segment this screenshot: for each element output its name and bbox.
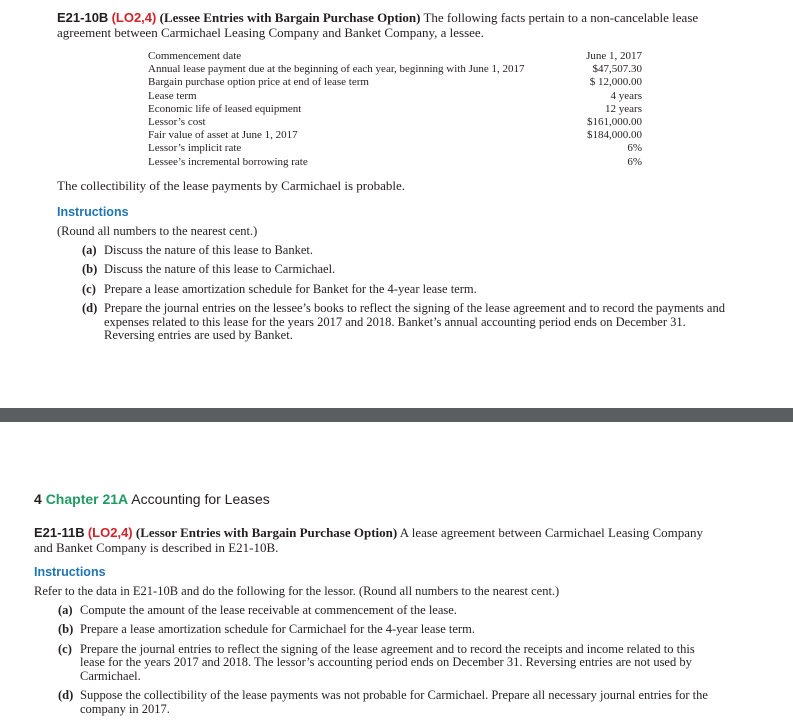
fact-value: $ 12,000.00 <box>589 76 642 89</box>
fact-row <box>148 116 642 129</box>
item-letter: (a) <box>58 603 73 617</box>
rounding-note: (Round all numbers to the nearest cent.) <box>57 224 258 238</box>
item-letter: (b) <box>58 622 74 637</box>
fact-value: 4 years <box>610 89 642 102</box>
page-number: 4 <box>34 491 42 507</box>
list-item <box>82 263 734 277</box>
item-text: Suppose the collectibility of the lease payments was not probable for Carmichael. Prepare all necessary journal entries for the company in 2017. <box>80 688 708 717</box>
item-letter: (d) <box>82 300 98 315</box>
collectibility-note: The collectibility of the lease payments by Carmichael is probable. <box>57 178 405 193</box>
item-letter: (d) <box>58 688 74 703</box>
item-letter: (a) <box>82 243 97 257</box>
fact-label: Lessor’s cost <box>148 115 206 128</box>
fact-label: Lessor’s implicit rate <box>148 142 242 155</box>
list-item <box>58 623 714 637</box>
list-item <box>82 302 734 343</box>
fact-label: Fair value of asset at June 1, 2017 <box>148 129 298 142</box>
item-letter: (b) <box>82 262 98 277</box>
chapter-title: Accounting for Leases <box>131 491 270 507</box>
fact-value: $184,000.00 <box>587 129 642 142</box>
fact-row <box>148 76 642 89</box>
exercise-number: E21-10B <box>57 10 109 25</box>
fact-row <box>148 142 642 155</box>
exercise-number: E21-11B <box>34 525 85 540</box>
list-item <box>58 604 714 618</box>
item-text: Prepare a lease amortization schedule for Carmichael for the 4-year lease term. <box>80 622 475 637</box>
fact-row <box>148 156 642 169</box>
item-text: Prepare a lease amortization schedule for Banket for the 4-year lease term. <box>104 281 477 296</box>
list-item <box>58 689 714 717</box>
fact-value: $161,000.00 <box>587 115 642 128</box>
fact-value: June 1, 2017 <box>586 50 642 62</box>
fact-label: Economic life of leased equipment <box>148 102 302 115</box>
chapter-label: Chapter 21A <box>45 491 129 507</box>
fact-row <box>148 103 642 116</box>
exercise-title: (Lessee Entries with Bargain Purchase Option) <box>159 10 421 25</box>
fact-value: 12 years <box>605 102 642 115</box>
learning-objective: (LO2,4) <box>111 10 157 25</box>
refer-note: Refer to the data in E21-10B and do the following for the lessor. (Round all numbers to the nearest cent.) <box>34 584 560 598</box>
fact-label: Lease term <box>148 89 197 102</box>
fact-value: 6% <box>627 142 642 155</box>
exercise-intro: A lease agreement between Carmichael Leasing Company and Banket Company is described in E21-10B. <box>34 525 703 555</box>
fact-value: 6% <box>627 155 642 168</box>
item-text: Prepare the journal entries to reflect the signing of the lease agreement and to record the receipts and income related to this lease for the years 2017 and 2018. The lessor’s accounting period ends on December 31. Reversing entries are not used by Carmichael. <box>80 641 695 684</box>
fact-row <box>148 50 642 63</box>
fact-row <box>148 90 642 103</box>
instructions-heading: Instructions <box>57 205 129 219</box>
textbook-page-e21-11b <box>0 422 793 720</box>
chapter-header <box>34 491 270 507</box>
fact-label: Bargain purchase option price at end of lease term <box>148 76 369 89</box>
fact-label: Annual lease payment due at the beginning of each year, beginning with June 1, 2017 <box>148 63 525 76</box>
instructions-heading: Instructions <box>34 565 106 579</box>
fact-label: Lessee’s incremental borrowing rate <box>148 155 308 168</box>
exercise-intro: The following facts pertain to a non-cancelable lease agreement between Carmichael Leasing Company and Banket Company, a lessee. <box>57 10 699 40</box>
page-divider <box>0 408 793 422</box>
learning-objective: (LO2,4) <box>87 525 133 540</box>
list-item <box>82 244 734 258</box>
fact-value: $47,507.30 <box>592 63 642 76</box>
item-text: Compute the amount of the lease receivable at commencement of the lease. <box>80 603 457 617</box>
list-item <box>58 643 714 684</box>
fact-row <box>148 129 642 142</box>
item-text: Prepare the journal entries on the lessee’s books to reflect the signing of the lease agreement and to record the payments and expenses related to this lease for the years 2017 and 2018. Banket’s annual accounting period ends on December 31. Reversing entries are used by Banket. <box>104 300 725 343</box>
item-letter: (c) <box>82 281 96 296</box>
lease-facts-table <box>148 50 642 169</box>
item-text: Discuss the nature of this lease to Carmichael. <box>104 262 336 277</box>
fact-label: Commencement date <box>148 50 242 62</box>
exercise-title: (Lessor Entries with Bargain Purchase Option) <box>135 525 398 540</box>
fact-row <box>148 63 642 76</box>
item-letter: (c) <box>58 641 72 656</box>
instructions-list <box>82 244 734 349</box>
item-text: Discuss the nature of this lease to Banket. <box>104 243 313 257</box>
exercise-heading-e21-10b <box>57 10 747 40</box>
exercise-heading-e21-11b <box>34 525 724 555</box>
instructions-list <box>58 604 714 723</box>
list-item <box>82 283 734 297</box>
